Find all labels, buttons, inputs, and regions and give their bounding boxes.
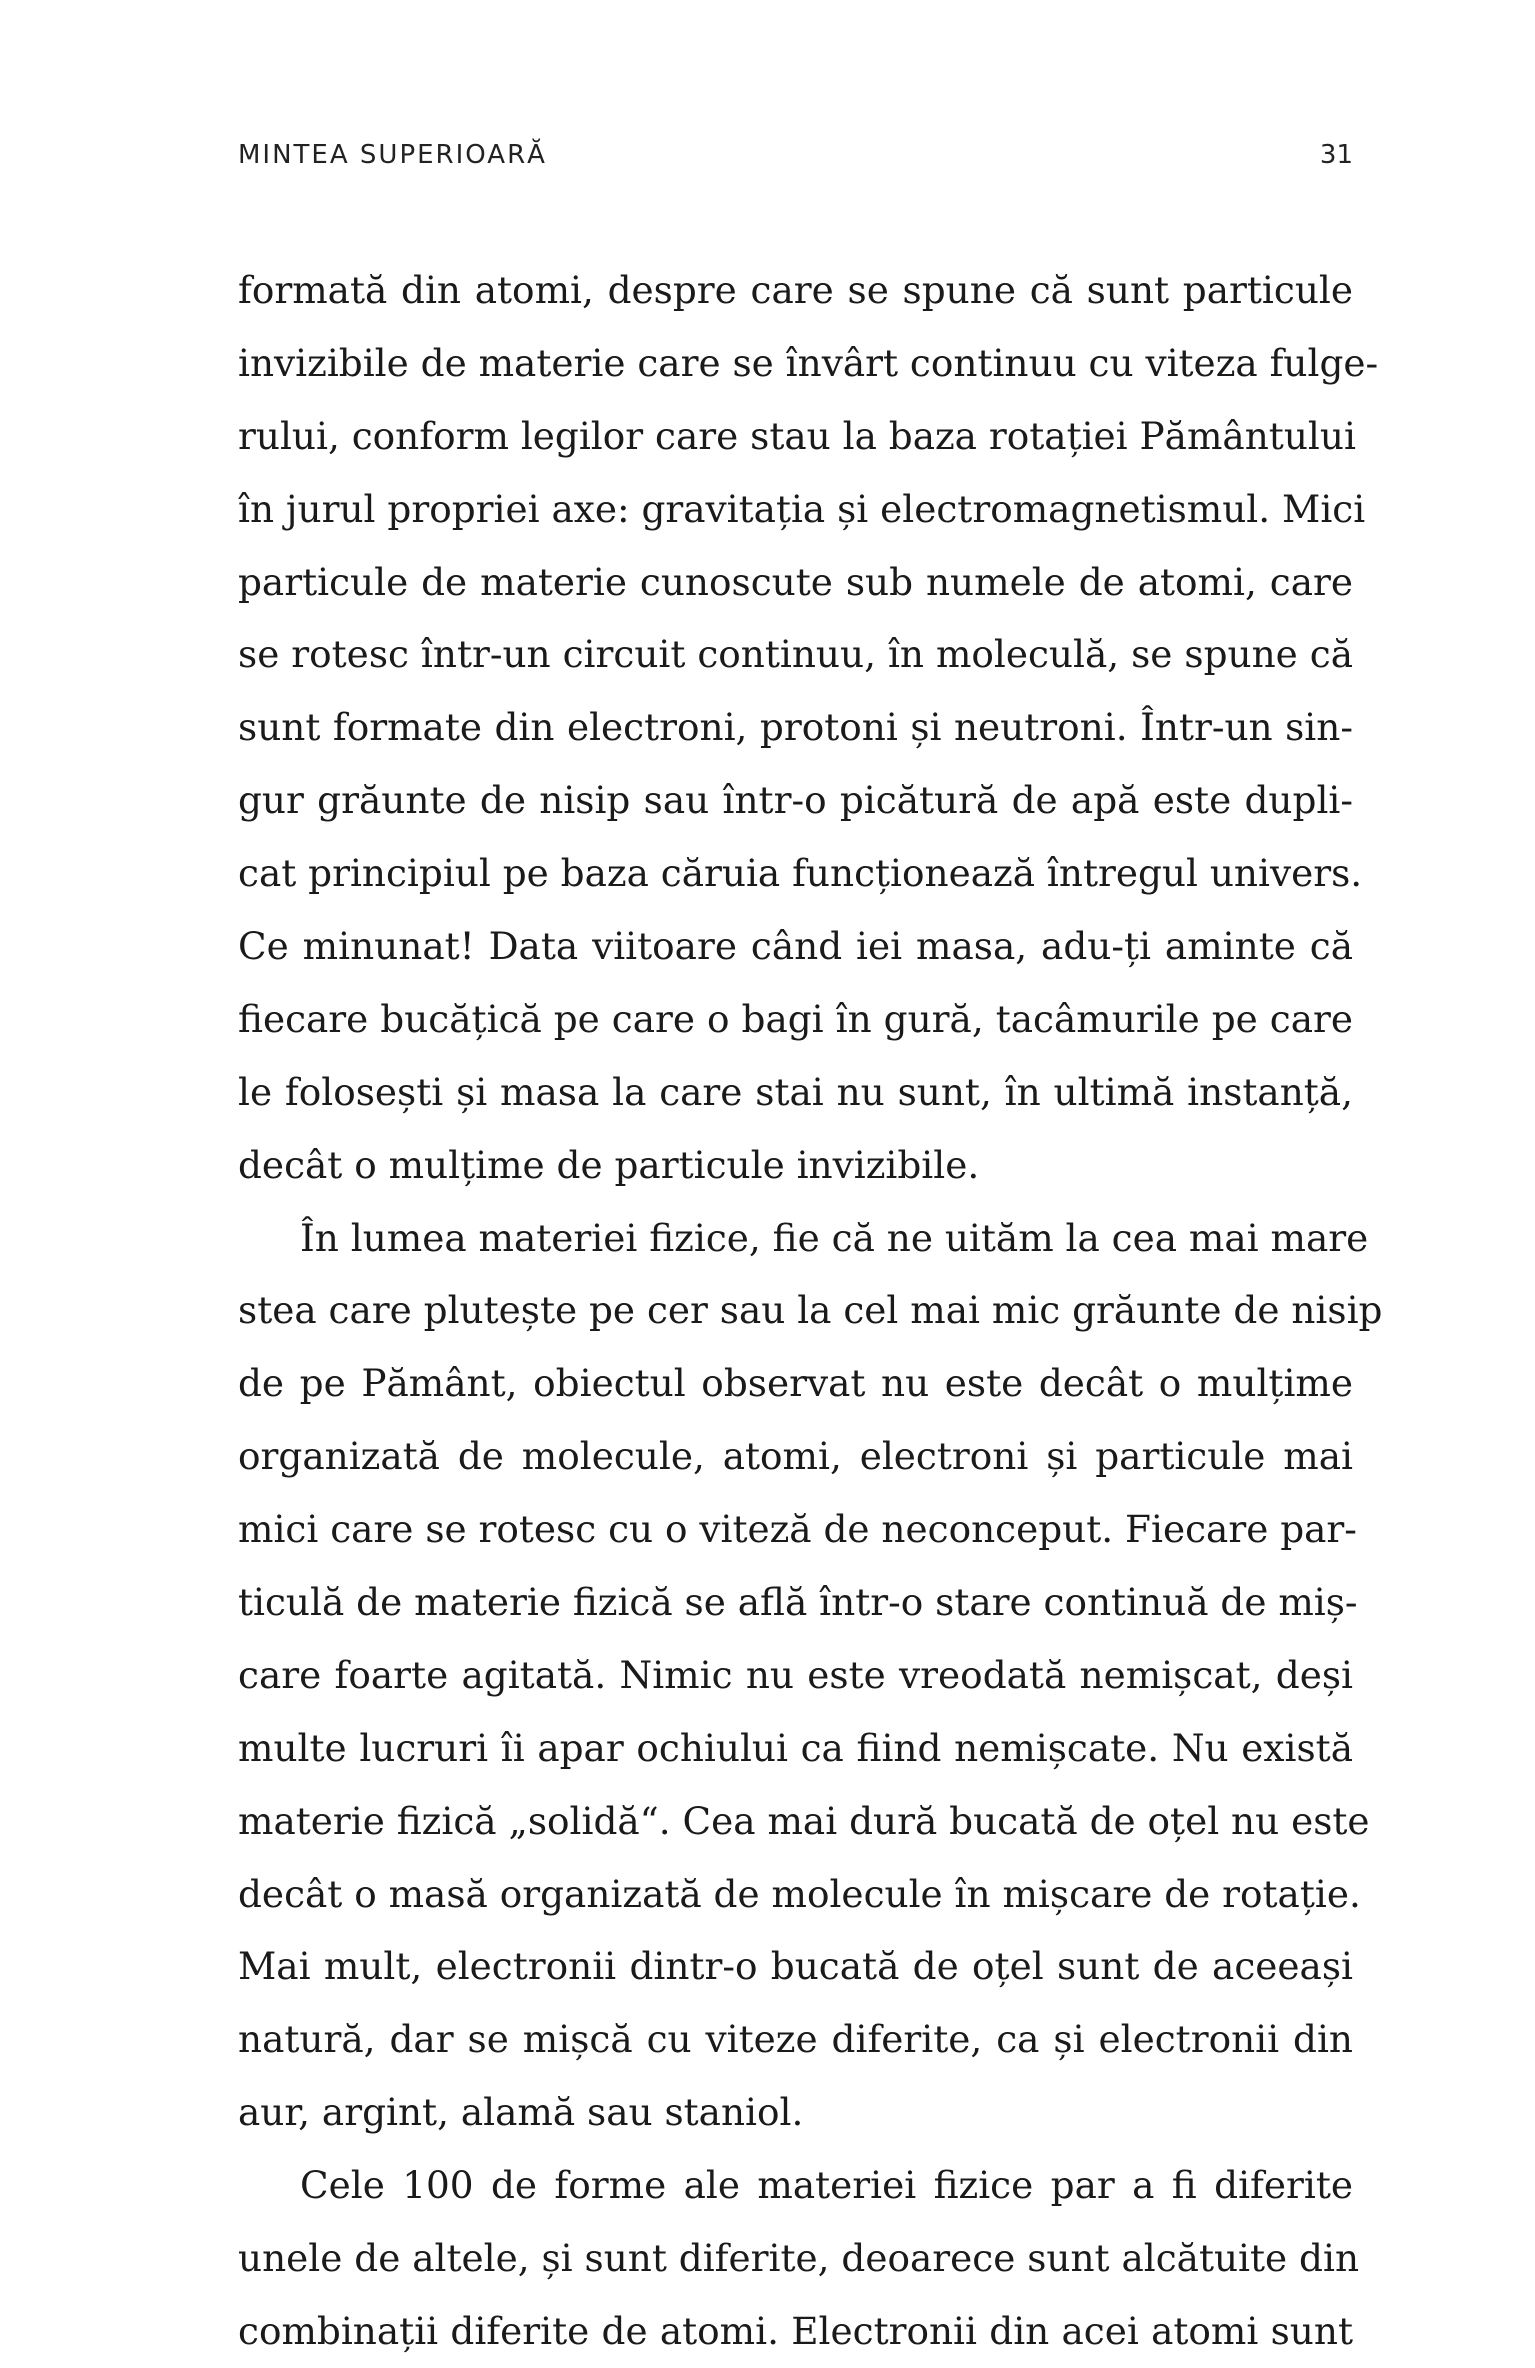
text-line: multe lucruri îi apar ochiului ca fiind nemișcate. Nu există xyxy=(238,1725,1353,1770)
text-line: formată din atomi, despre care se spune că sunt particule xyxy=(238,268,1353,312)
text-line: invizibile de materie care se învârt continuu cu viteza fulge- xyxy=(238,340,1379,385)
text-line: de pe Pământ, obiectul observat nu este decât o mulțime xyxy=(238,1361,1353,1406)
text-line: Cele 100 de forme ale materiei fizice par a fi diferite xyxy=(300,2163,1353,2208)
text-line: natură, dar se mișcă cu viteze diferite, ca și electronii din xyxy=(238,2017,1353,2062)
text-line: mici care se rotesc cu o viteză de neconceput. Fiecare par- xyxy=(238,1507,1357,1552)
text-line: combinații diferite de atomi. Electronii din acei atomi sunt xyxy=(238,2308,1353,2353)
text-line: aur, argint, alamă sau staniol. xyxy=(238,2090,804,2135)
text-line: stea care plutește pe cer sau la cel mai mic grăunte de nisip xyxy=(238,1288,1383,1333)
text-line: unele de altele, și sunt diferite, deoarece sunt alcătuite din xyxy=(238,2236,1360,2281)
text-line: decât o mulțime de particule invizibile. xyxy=(238,1142,980,1187)
text-line: în jurul propriei axe: gravitația și electromagnetismul. Mici xyxy=(238,486,1366,531)
text-line: organizată de molecule, atomi, electroni și particule mai xyxy=(238,1434,1353,1479)
text-line: cat principiul pe baza căruia funcționează întregul univers. xyxy=(238,851,1363,896)
text-line: sunt formate din electroni, protoni și neutroni. Într-un sin- xyxy=(238,705,1353,750)
running-head-title: MINTEA SUPERIOARĂ xyxy=(238,140,547,170)
text-line: fiecare bucățică pe care o bagi în gură, tacâmurile pe care xyxy=(238,996,1353,1041)
paragraph-3 xyxy=(238,2149,1360,2368)
text-line: le folosești și masa la care stai nu sunt, în ultimă instanță, xyxy=(238,1069,1353,1114)
text-line: care foarte agitată. Nimic nu este vreodată nemișcat, deși xyxy=(238,1652,1353,1697)
text-line: gur grăunte de nisip sau într-o picătură de apă este dupli- xyxy=(238,778,1353,823)
paragraph-2 xyxy=(238,1202,1383,2150)
page-number: 31 xyxy=(1319,140,1353,170)
text-line: rului, conform legilor care stau la baza rotației Pământului xyxy=(238,413,1356,458)
text-line: În lumea materiei fizice, fie că ne uităm la cea mai mare xyxy=(300,1215,1369,1260)
text-line: materie fizică „solidă“. Cea mai dură bucată de oțel nu este xyxy=(238,1798,1370,1843)
text-line: se rotesc într-un circuit continuu, în moleculă, se spune că xyxy=(238,632,1353,677)
text-line: particule de materie cunoscute sub numele de atomi, care xyxy=(238,559,1353,604)
text-line: Ce minunat! Data viitoare când iei masa, adu-ți aminte că xyxy=(238,924,1353,969)
text-line: decât o masă organizată de molecule în mișcare de rotație. xyxy=(238,1871,1361,1916)
text-line: ticulă de materie fizică se află într-o stare continuă de miș- xyxy=(238,1580,1358,1625)
paragraph-1 xyxy=(238,254,1379,1202)
text-line: Mai mult, electronii dintr-o bucată de oțel sunt de aceeași xyxy=(238,1944,1353,1989)
body-text xyxy=(238,254,1383,2368)
